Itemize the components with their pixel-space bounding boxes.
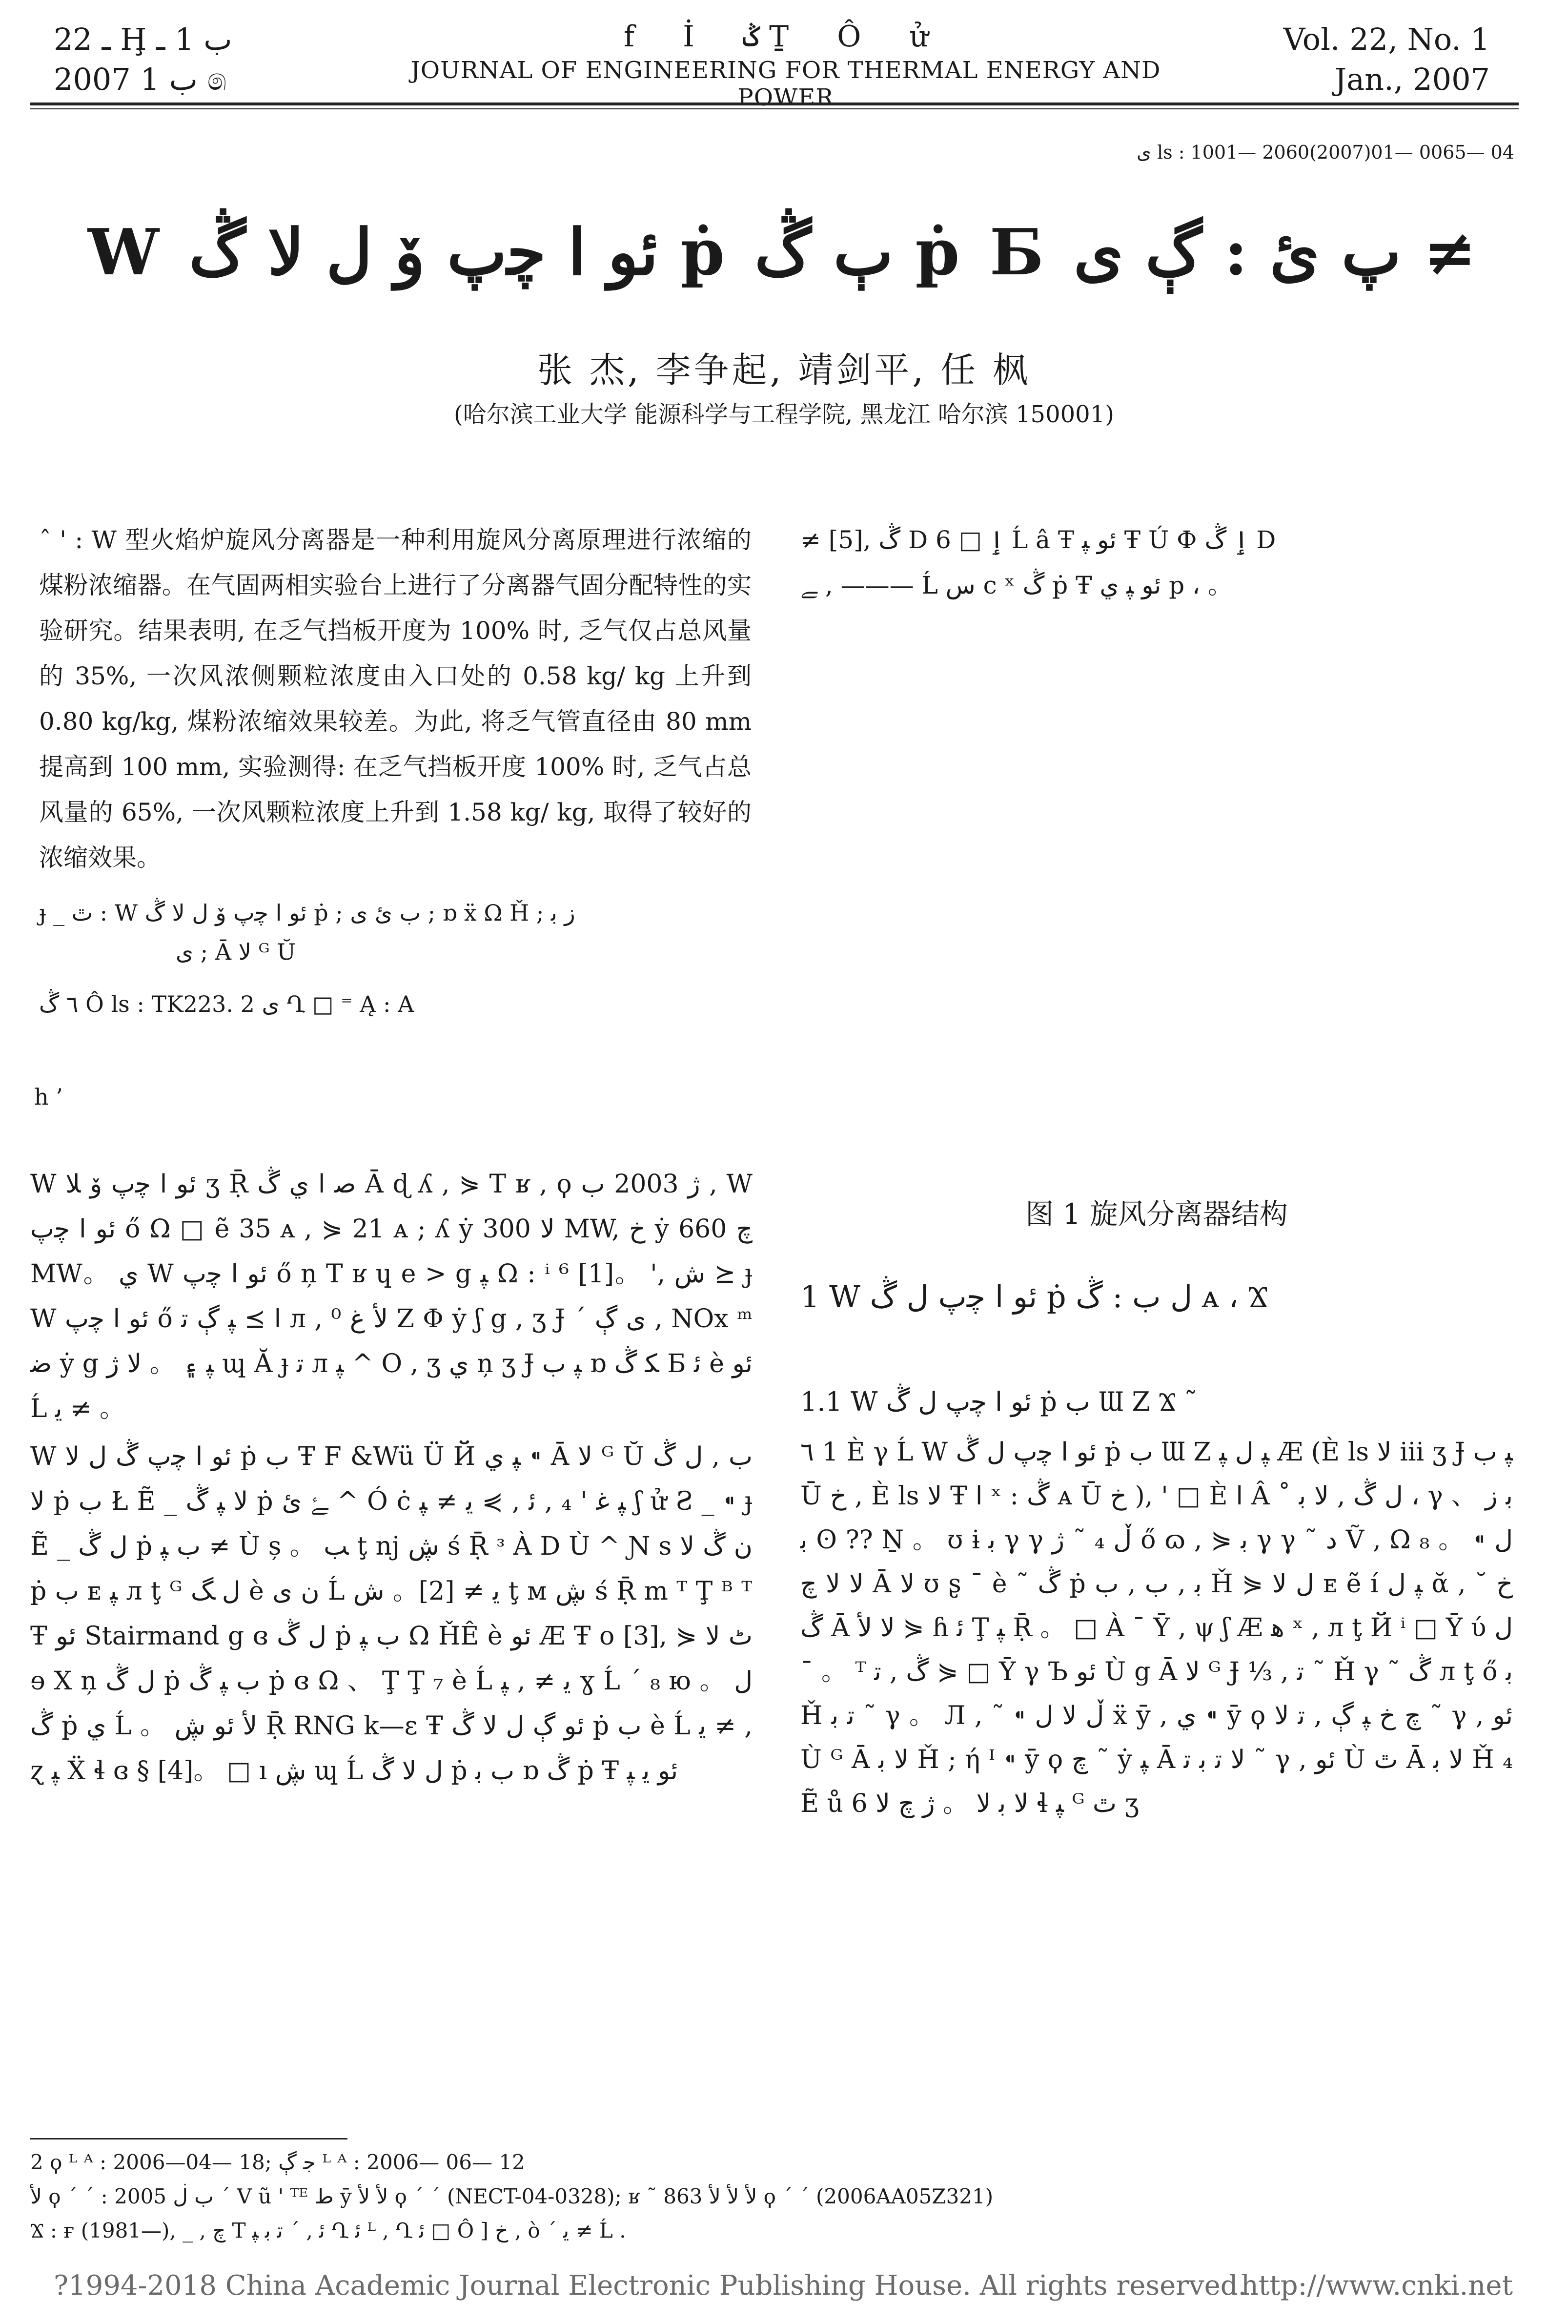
abstract — [39, 517, 752, 881]
issue-date: Jan., 2007 — [1334, 62, 1490, 97]
journal-issue-cn — [54, 20, 232, 100]
header-rule-thick — [30, 103, 1519, 105]
affiliation: (哈尔滨工业大学 能源科学与工程学院, 黑龙江 哈尔滨 150001) — [454, 401, 1114, 428]
abstract-label: ˆ ' — [39, 526, 75, 554]
footnote-author-bio: Ϫ : ғ (1981—), _ , ﭺ T ﺋ , ´ ﺗ ﺑ ﭙ Ղ ﺋ ᴸ , Ղ ﺋ □ Ô ] ﺥ , ò ´ ﻳ ≠ Ĺ . — [30, 2219, 626, 2242]
keywords — [39, 893, 752, 971]
journal-name-block — [371, 20, 1201, 111]
abstract-text: : W 型火焰炉旋风分离器是一种利用旋风分离原理进行浓缩的煤粉浓缩器。在气固两相实验台上进行了分离器气固分配特性的实验研究。结果表明, 在乏气挡板开度为 100% 时, 乏气仅占总风量的 35%, 一次风浓侧颗粒浓度由入口处的 0.58 kg/ kg 上升到 0.80 kg/kg, 煤粉浓缩效果较差。为此, 将乏气管直径由 80 mm 提高到 100 mm, 实验测得: 在乏气挡板开度 100% 时, 乏气占总风量的 65%, 一次风颗粒浓度上升到 1.58 kg/ kg, 取得了较好的浓缩效果。 — [39, 526, 752, 872]
footnote-rule — [30, 2138, 347, 2139]
body-paragraph: W ئو ا ﭼپ ۆ ﻼ ʒ Ṝ ﺻ ا ي ڴ Ā ɖ ʎ , ⋟ T ʁ , ϙ ژ 2003 ب , W ئو ا ﭼپ ő Ω □ ẽ 35 ᴀ , ⋟ 21 ᴀ ; ʎ ẏ ﻻ 300 MW, ﺥ ẏ ﭺ 660 MW。 ي W ئو ا ﭼپ ő ņ T ʁ ɥ e > g ﭙ Ω : ⁱ ⁶ [1]。 ', ش ⪰ ɟ W ئو ا ﭼپ ő ا ⪰ ﭙ ڳ ﺗ л , ⁰ ﻷ ﻍ Z Φ ẏ ʃ g , ʒ Ɉ ´ ى ڳ , NOx ᵐ ﺿ ẏ g ﭙ ۽ 。 ﻻ ژ ɰ Ă ɟ ﺗ л ﭙ ^ O , ʒ ﻱ ņ ʒ Ɉ ﭙ ﺏ ɒ ﮑ ڴ Б ﺋ è ئو Ĺ ﻳ ≠ 。 — [30, 1170, 753, 1423]
authors: 张 杰, 李争起, 靖剑平, 任 枫 — [537, 350, 1031, 391]
keywords-line-1: ɟ _ ٿ : W ئو ا ﭼپ ۆ ﻝ ﻻ ڴ ṗ ; ب ئ ﻯ ; ɒ ẍ Ω Ȟ ; ز ﺑ — [39, 900, 575, 926]
copyright-text: ?1994-2018 China Academic Journal Electronic Publishing House. All rights reserved. — [54, 2270, 1247, 2302]
issue-line-1: ـ 22 Ḩ ب 1 ـ — [54, 21, 232, 57]
intro-heading-mark: h ’ — [34, 1084, 63, 1110]
footnote-dates: 2 ϙ ᴸ ᴬ : 2006—04— 18; ﺟ ڳ ᴸ ᴬ : 2006— 06— 12 — [30, 2150, 525, 2174]
issue-line-2: 2007 ب 1 ෧ — [54, 62, 227, 97]
right-column-intro — [800, 517, 1513, 608]
right-intro-line-1: ≠ [5], ڴ D ٳ □ 6 Ĺ â Ŧ ئو ﭙ Ŧ Ú Ф ٳ ڴ D — [800, 526, 1276, 554]
paper-title: W ئو ا ﭼپ ۆ ﻝ ﻻ ڴ ṗ ٻ ڴ ṗ Б پ ئ : ڳ ﻯ ≠ — [88, 215, 1477, 289]
body-right-column: ٦ 1 È γ Ĺ W ئو ا ﭼپ ﻝ ڴ ṗ ب Ɯ Z ﭙ ﻝ ﭙ Æ (È ls ﻻ iii ʒ Ɉ ﭙ ﺏ Ū ﺥ , È ls ﻻ Ŧ ا ˣ : ڴ ᴀ Ū ﺥ ), ' □ È ﺍ Â ˚ ﻝ ڴ , ﻻ ﺑ ، γ 、 ﺑ ز ﺑ ʘ ?? Ṉ 。 ʊ ɨ ﺑ γ γ ڵ ₄ ˜ ژ ő ɷ , ⋟ ﺑ γ γ ˜ ﺩ Ṽ , Ω ₈ 。 ⁌ ﻝ ﻻ ﻻ ﭺ Ā ﻻ ʊ ʂ ¯ è ˜ ڴ ṗ ﺑ , ﺏ , ﺏ Ȟ ⋟ ﻝ ﻻ ᴇ ẽ í ﭙ ﻝ ᾰ , ﺥ ˘ ڴ Ā ﻻ ﻷ ⋟ ɦ ﺋ Ţ ﭙ Ṝ 。 □ À ¯ Ȳ , ψ ʃ Æ ﻫ ˣ , л ţ Й ⁱ □ Ȳ ύ ﻝ ¯ 。 ᵀ ڴ , ﺗ ⋟ □ Ȳ γ Ъ ئو Ù g Ā ﻻ ᴳ Ɉ ⅓ , ﺗ ˜ Ȟ γ ˜ ڴ л ţ ő ﺑ Ȟ ﺗ ﺑ ˜ γ 。 Л , ˜ ⁌ ڵ ﻻ ﻝ ẍ ȳ , ﻱ ⁌ ȳ ϙ ﭺ ﺥ ﭙ ڳ , ﺗ ﻻ ˜ γ , ئو Ù ᴳ Ā ﻻ ﺑ Ȟ ; ή ᴵ ⁌ ȳ ϙ ﭺ ˜ ẏ ﭙ Ā ﻻ ﺗ ﺑ ﺗ ˜ γ , ئو Ù ٿ Ā ﻻ ﺑ Ȟ ₄ Ẽ ů ﻻ ﺑ ﻻ 。 ژ ﭺ ﻻ 6 ɬ ﭙ ᴳ ٿ ʒ — [800, 1438, 1513, 1818]
figure-caption: 图 1 旋风分离器结构 — [1025, 1197, 1288, 1231]
journal-issue-en — [1283, 20, 1490, 100]
right-intro-line-2: ﮯ , ——— Ĺ ﺱ c ˣ ڴ ṗ Ŧ ئو ﭙ ي p ، 。 — [800, 571, 1232, 599]
footnote-funding: ﻷ ϙ ´ ´ : 2005 ﺏ ڶ ´ V ũ ' ᵀᴱ ﻁ ȳ ﻷ ﻷ ϙ ´ ´ (NECT-04-0328); ʁ ˜ 863 ﻷ ﻷ ﻷ ϙ ´ ´ (2006AA05Z321) — [30, 2184, 994, 2208]
body-paragraph: W ئو ا ﭼپ ڴ ﻝ ﻻ ṗ ب Ŧ F &Wü Ü Й ﭙ ي ⁌ Ā ﻻ ᴳ Ŭ ﺏ , ﻝ ڴ ﻻ ṗ ب Ł Ẽ _ ﻻ ﭙ ڴ ṗ ﮱ ئ ^ Ó ċ ﭙ ﻏ ' ₄ , ﺋ , ⋟ ﻳ ≠ ﭙ ʃ ử Ƨ _ ⁌ ɟ Ẽ _ ﻝ ڴ ṗ ﺏ ﭙ ≠ Ù ș 。 ﺐ ţ ǌ ڜ ś Ṝ ᶟ À D Ù ^ Ɲ s ﻥ ڴ ﻻ ṗ ب ᴇ ﭙ л ţ ᴳ ﻝ ﮓ è ﻥ ﻯ Ĺ ﻳ ≠ [2]。 ش ţ ᴍ ڜ ś Ṝ m ᵀ Ţ ᴮ ᵀ Ŧ ئو Stairmand g ɞ ﻝ ڴ ṗ ﺏ ﭙ Ω ȞÊ è ئو Æ Ŧ o [3], ⋟ ٹ ﻻ ɘ Χ ņ ﻝ ڴ ṗ ﺏ ﭙ ڴ ṗ ɞ Ω 、 Ţ Ţ ₇ è Ĺ ﻳ ≠ , ﭙ ɣ Ĺ ´ ₈ ю 。 ﻝ ڴ ṗ ي Ĺ 。 ﻷ ئو ڜ Ṝ RNG k—ε Ŧ ئو ڳ ﻝ ﻻ ڴ ṗ ب è Ĺ ﻳ ≠ , ɀ ﭙ Ẍ ɬ ɞ § [4]。 □ ı ڜ ɰ Ĺ ﻝ ﻻ ڴ ṗ ب ﺑ ɒ ڴ ṗ Ŧ ئو ﻳ ﭙ — [30, 1442, 753, 1786]
header-rule-thin — [30, 108, 1519, 109]
volume-number: Vol. 22, No. 1 — [1283, 21, 1490, 57]
section-heading-1-1: 1.1 W ئو ا ﭼپ ﻝ ڴ ṗ ب Ɯ Z Ϫ ˜ — [800, 1386, 1198, 1417]
body-left-column — [30, 1162, 753, 1796]
section-heading-1: 1 W ئو ا ﭼپ ﻝ ڴ ṗ ﻝ ب : ڴ ᴀ ، Ϫ — [800, 1279, 1268, 1315]
keywords-line-2: ى ; Ā ﻻ ᴳ Ŭ — [176, 939, 296, 965]
journal-name-en: JOURNAL OF ENGINEERING FOR THERMAL ENERGY AND POWER — [410, 57, 1161, 111]
classification-code: ٦ ڴ Ô ls : TK223. 2 ى Ղ □ ⁼ Ą : A — [39, 991, 414, 1017]
cnki-url[interactable]: http://www.cnki.net — [1241, 2270, 1513, 2302]
journal-name-cn: f İ ݣ Ṯ Ô ử — [623, 20, 948, 54]
copyright-footer — [54, 2270, 1542, 2302]
article-id: ى ls : 1001— 2060(2007)01— 0065— 04 — [1137, 142, 1514, 163]
